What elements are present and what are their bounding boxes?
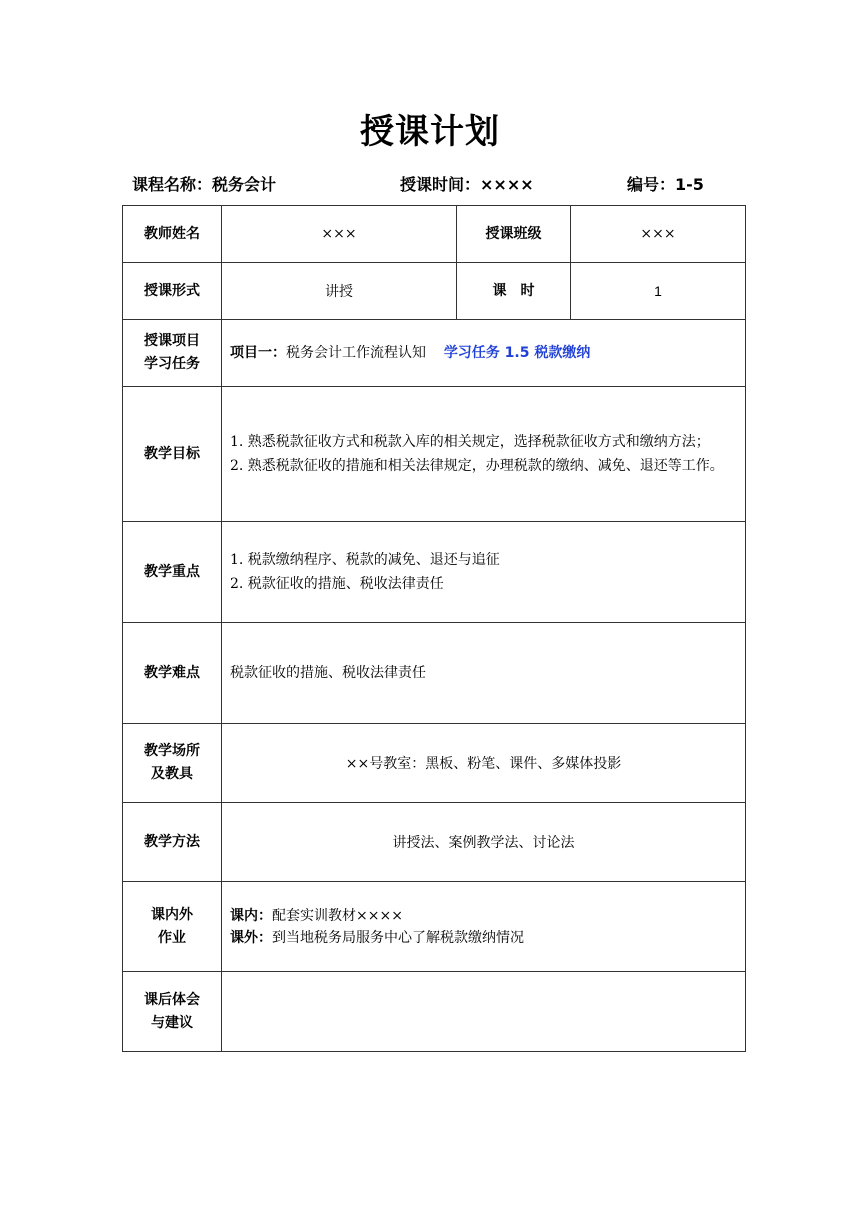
form-value: 讲授 (222, 263, 457, 320)
key-item-2: 2. 税款征收的措施、税收法律责任 (230, 576, 444, 592)
reflection-label (123, 972, 222, 1052)
teacher-value: ××× (222, 206, 457, 263)
goal-label: 教学目标 (123, 387, 222, 522)
plan-number: 编号：1-5 (627, 175, 704, 194)
row-form (123, 263, 746, 320)
key-item-1: 1. 税款缴纳程序、税款的减免、退还与追征 (230, 552, 500, 568)
task-project: 税务会计工作流程认知 (286, 345, 426, 361)
homework-label-line-2: 作业 (158, 929, 186, 946)
class-label: 授课班级 (457, 206, 571, 263)
goal-value (222, 387, 746, 522)
goal-item-2: 2. 熟悉税款征收的措施和相关法律规定，办理税款的缴纳、减免、退还等工作。 (230, 458, 724, 474)
task-prefix: 项目一： (230, 345, 286, 361)
task-label (123, 320, 222, 387)
method-label: 教学方法 (123, 803, 222, 882)
key-value (222, 522, 746, 623)
homework-out-value: 到当地税务局服务中心了解税款缴纳情况 (272, 929, 524, 946)
difficulty-value: 税款征收的措施、税收法律责任 (222, 623, 746, 724)
page-title: 授课计划 (360, 112, 500, 152)
task-label-line-2: 学习任务 (144, 356, 200, 372)
task-label-line-1: 授课项目 (144, 333, 200, 349)
row-method (123, 803, 746, 882)
homework-label (123, 882, 222, 972)
homework-out-label: 课外： (230, 929, 272, 946)
hours-label: 课 时 (457, 263, 571, 320)
method-value: 讲授法、案例教学法、讨论法 (222, 803, 746, 882)
row-task (123, 320, 746, 387)
task-value (222, 320, 746, 387)
venue-label (123, 724, 222, 803)
homework-value (222, 882, 746, 972)
row-difficulty (123, 623, 746, 724)
row-teacher (123, 206, 746, 263)
reflection-label-line-1: 课后体会 (144, 991, 200, 1008)
row-venue (123, 724, 746, 803)
teaching-time: 授课时间：×××× (400, 175, 534, 194)
homework-label-line-1: 课内外 (151, 906, 193, 923)
homework-in-label: 课内： (230, 907, 272, 924)
venue-label-line-2: 及教具 (151, 766, 193, 782)
reflection-value (222, 972, 746, 1052)
form-label: 授课形式 (123, 263, 222, 320)
goal-item-1: 1. 熟悉税款征收方式和税款入库的相关规定，选择税款征收方式和缴纳方法； (230, 434, 710, 450)
key-label: 教学重点 (123, 522, 222, 623)
venue-label-line-1: 教学场所 (144, 743, 200, 759)
homework-in (230, 905, 737, 927)
row-reflection (123, 972, 746, 1052)
difficulty-label: 教学难点 (123, 623, 222, 724)
homework-out (230, 927, 737, 949)
row-goals (123, 387, 746, 522)
class-value: ××× (571, 206, 746, 263)
hours-value: 1 (571, 263, 746, 320)
row-key-points (123, 522, 746, 623)
lesson-plan-table (122, 205, 746, 1052)
task-item: 学习任务 1.5 税款缴纳 (443, 345, 591, 361)
reflection-label-line-2: 与建议 (151, 1014, 193, 1031)
row-homework (123, 882, 746, 972)
venue-value: ××号教室：黑板、粉笔、课件、多媒体投影 (222, 724, 746, 803)
homework-in-value: 配套实训教材×××× (272, 907, 403, 924)
course-name: 课程名称：税务会计 (132, 175, 277, 194)
teacher-label: 教师姓名 (123, 206, 222, 263)
